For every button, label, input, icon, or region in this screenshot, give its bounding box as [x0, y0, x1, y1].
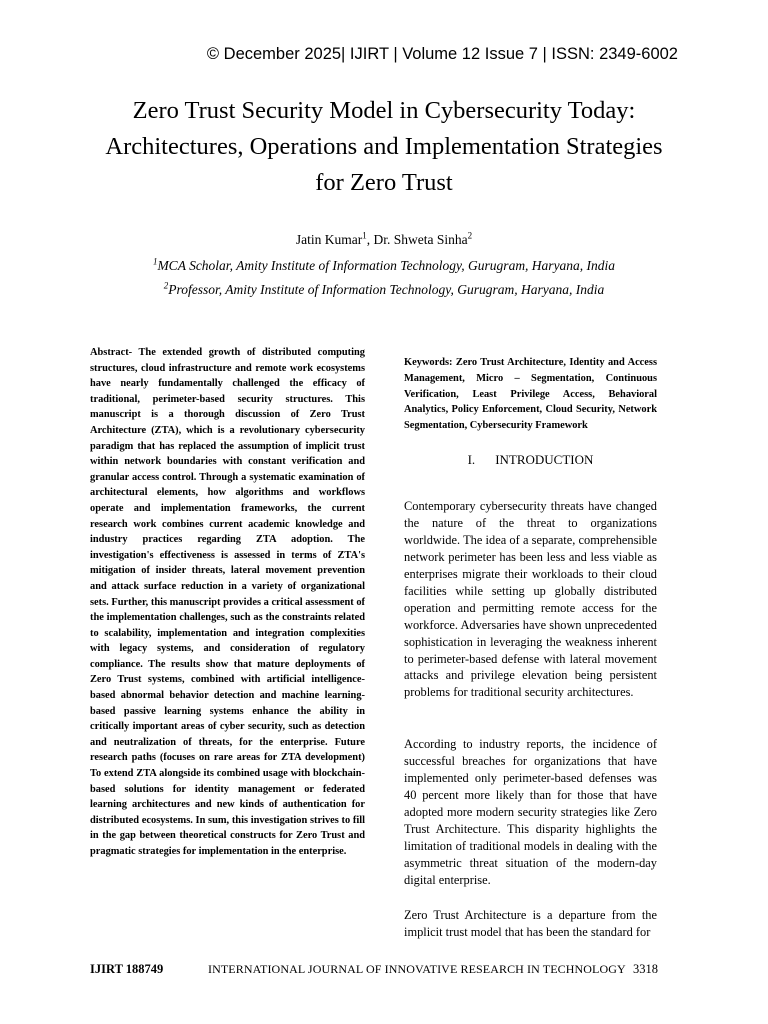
- section-heading-introduction: [404, 452, 657, 468]
- footer-journal-name: INTERNATIONAL JOURNAL OF INNOVATIVE RESEARCH IN TECHNOLOGY: [208, 962, 626, 976]
- affiliation-1-text: MCA Scholar, Amity Institute of Information Technology, Gurugram, Haryana, India: [157, 258, 616, 273]
- author-separator: ,: [366, 232, 374, 247]
- affiliation-2-text: Professor, Amity Institute of Information Technology, Gurugram, Haryana, India: [168, 282, 605, 297]
- title-line-3: for Zero Trust: [315, 169, 453, 196]
- paper-title: [60, 93, 708, 201]
- paragraph-text: Zero Trust Architecture is a departure from the implicit trust model that has been the standard for: [404, 908, 657, 940]
- title-line-2: Architectures, Operations and Implementation Strategies: [105, 133, 663, 160]
- intro-paragraph-1: [404, 486, 657, 714]
- abstract-text: Abstract- The extended growth of distributed computing structures, cloud infrastructure and remote work ecosystems have nearly fundamentally challenged the efficacy of traditional, perimeter-based security structures. This manuscript is a thorough discussion of Zero Trust Architecture (ZTA), which is a revolutionary cybersecurity paradigm that has replaced the assumption of implicit trust within network boundaries with constant verification and granular access control. Through a systematic examination of architectural elements, how algorithms and workflows operate and implementation frameworks, the current research work combines current academic knowledge and industry practices regarding ZTA adoption. The investigation's effectiveness is assessed in terms of ZTA's mitigation of insider threats, lateral movement prevention and attack surface reduction in a variety of organizational sets. Further, this manuscript provides a critical assessment of the implementation challenges, such as the constraints related to scalability, implementation and integration complexities with legacy systems, and consideration of regulatory compliance. The results show that mature deployments of Zero Trust systems, combined with artificial intelligence-based abnormal behavior detection and machine learning-based passive learning systems enhance the ability in critically important areas of cyber security, such as detection and neutralization of threats, for the enterprise. Future research paths (focuses on rare areas for ZTA development) To extend ZTA alongside its combined usage with blockchain-based solutions for identity management or federated learning architectures and new kinds of authentication for distributed ecosystems. In sum, this investigation strives to fill in the gap between theoretical constructs for Zero Trust and pragmatic strategies for implementation in the enterprise.: [90, 347, 365, 857]
- affiliation-2-sup: 2: [163, 280, 169, 291]
- footer-paper-id: IJIRT 188749: [90, 962, 164, 976]
- section-number: I.: [467, 452, 476, 467]
- paragraph-text: Contemporary cybersecurity threats have changed the nature of the threat to organizations worldwide. The idea of a separate, comprehensible network perimeter has been less and less viable as enterprises migrate their workloads to their cloud facilities while setting up globally distributed operation and permitting remote access for the workforce. Adversaries have shown unprecedented sophistication in leveraging the weakness inherent to perimeter-based defense with lateral movement attacks and privilege elevation being persistent problems for traditional security architectures.: [404, 499, 657, 700]
- keywords-block: [404, 345, 657, 444]
- author-1-name: Jatin Kumar: [295, 232, 363, 247]
- abstract-column: [90, 345, 365, 860]
- author-line: [0, 232, 768, 248]
- page-footer: [90, 962, 658, 982]
- affiliation-2: [0, 282, 768, 298]
- author-2-name: Dr. Shweta Sinha: [373, 232, 468, 247]
- intro-paragraph-3: [404, 895, 657, 954]
- journal-header: © December 2025| IJIRT | Volume 12 Issue 7 | ISSN: 2349-6002: [206, 45, 678, 63]
- author-2-sup: 2: [467, 230, 473, 241]
- keywords-text: Keywords: Zero Trust Architecture, Identity and Access Management, Micro – Segmentation, Continuous Verification, Least Privilege Access, Behavioral Analytics, Policy Enforcement, Cloud Security, Network Segmentation, Cybersecurity Framework: [404, 357, 657, 431]
- intro-paragraph-2: [404, 724, 657, 901]
- affiliation-1: [0, 258, 768, 274]
- section-title: INTRODUCTION: [495, 452, 594, 467]
- paragraph-text: According to industry reports, the incidence of successful breaches for organizations that have implemented only perimeter-based defenses was 40 percent more likely than for those that have adopted more modern security strategies like Zero Trust Architecture. This disparity highlights the limitation of traditional models in dealing with the asymmetric threat situation of the modern-day digital enterprise.: [404, 737, 657, 887]
- title-line-1: Zero Trust Security Model in Cybersecurity Today:: [132, 97, 636, 124]
- affiliation-1-sup: 1: [152, 256, 158, 267]
- page-number: 3318: [633, 962, 658, 976]
- author-1-sup: 1: [362, 230, 367, 241]
